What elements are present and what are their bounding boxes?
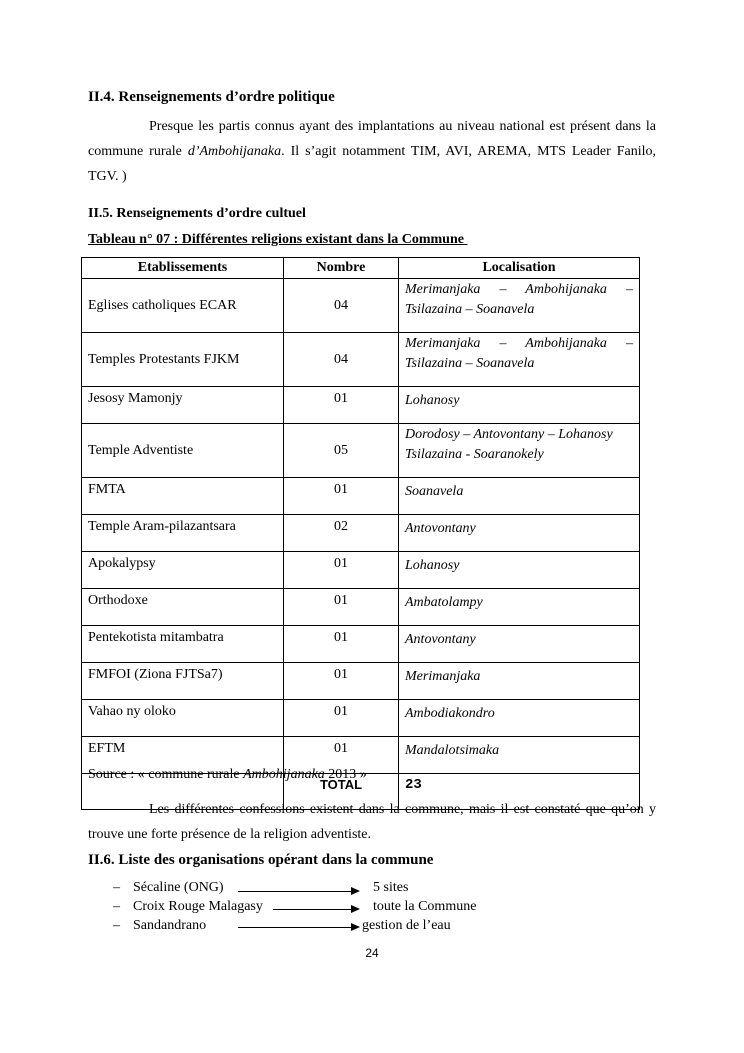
bullet-dash: –	[113, 880, 120, 895]
table-row	[82, 626, 640, 663]
organisation-name: Croix Rouge Malagasy	[133, 899, 263, 914]
arrow-line	[238, 927, 352, 928]
table-row	[82, 663, 640, 700]
establishment-cell: Orthodoxe	[82, 589, 284, 626]
political-paragraph	[88, 114, 656, 189]
count-cell: 01	[284, 737, 399, 774]
establishment-cell: FMTA	[82, 478, 284, 515]
table-row	[82, 333, 640, 387]
location-cell: Merimanjaka	[399, 663, 640, 700]
arrow-line	[273, 909, 352, 910]
section-heading-cultural: II.5. Renseignements d’ordre cultuel	[88, 206, 306, 221]
arrow-right-icon	[351, 923, 360, 931]
table-row	[82, 515, 640, 552]
location-cell: Dorodosy – Antovontany – Lohanosy Tsilazaina - Soaranokely	[399, 424, 640, 478]
column-header: Localisation	[399, 258, 640, 279]
count-cell: 01	[284, 663, 399, 700]
political-paragraph-start: Presque les partis connus ayant des implantations au niveau national est présent dans la commune rurale	[88, 119, 656, 159]
count-cell: 05	[284, 424, 399, 478]
section-heading-political: II.4. Renseignements d’ordre politique	[88, 89, 335, 105]
establishment-cell: Temples Protestants FJKM	[82, 333, 284, 387]
location-cell: Lohanosy	[399, 387, 640, 424]
establishment-cell: Eglises catholiques ECAR	[82, 279, 284, 333]
count-cell: 01	[284, 478, 399, 515]
count-cell: 01	[284, 626, 399, 663]
total-value: 23	[399, 774, 640, 810]
location-cell: Ambatolampy	[399, 589, 640, 626]
count-cell: 04	[284, 279, 399, 333]
arrow-line	[238, 891, 352, 892]
location-cell: Soanavela	[399, 478, 640, 515]
table-row	[82, 279, 640, 333]
table-row	[82, 424, 640, 478]
count-cell: 01	[284, 589, 399, 626]
organisation-name: Sandandrano	[133, 918, 207, 933]
religions-table	[81, 257, 640, 810]
total-label: TOTAL	[284, 774, 399, 810]
table-row	[82, 478, 640, 515]
column-header: Nombre	[284, 258, 399, 279]
confessions-paragraph: Les différentes confessions existent dans la commune, mais il est constaté que qu’on y trouve une forte présence de la religion adventiste.	[88, 802, 656, 842]
page-number: 24	[365, 946, 379, 960]
bullet-dash: –	[113, 899, 120, 914]
commune-name: d’Ambohijanaka	[187, 144, 282, 159]
source-commune: Ambohijanaka	[243, 767, 325, 782]
table-row	[82, 552, 640, 589]
establishment-cell: Temple Adventiste	[82, 424, 284, 478]
table-source	[88, 767, 367, 783]
political-paragraph-end: . Il s’agit notamment TIM, AVI, AREMA, MTS Leader Fanilo, TGV. )	[88, 144, 656, 184]
table-header-row	[82, 258, 640, 279]
organisation-target: gestion de l’eau	[362, 918, 451, 933]
arrow-right-icon	[351, 905, 360, 913]
count-cell: 01	[284, 387, 399, 424]
count-cell: 01	[284, 700, 399, 737]
location-cell: Merimanjaka – Ambohijanaka – Tsilazaina – Soanavela	[399, 333, 640, 387]
bullet-dash: –	[113, 918, 120, 933]
arrow-right-icon	[351, 887, 360, 895]
establishment-cell: Jesosy Mamonjy	[82, 387, 284, 424]
establishment-cell: Vahao ny oloko	[82, 700, 284, 737]
location-cell: Ambodiakondro	[399, 700, 640, 737]
location-cell: Mandalotsimaka	[399, 737, 640, 774]
location-cell: Lohanosy	[399, 552, 640, 589]
establishment-cell: Pentekotista mitambatra	[82, 626, 284, 663]
organisation-name: Sécaline (ONG)	[133, 880, 224, 895]
table-row	[82, 387, 640, 424]
establishment-cell: Temple Aram-pilazantsara	[82, 515, 284, 552]
count-cell: 01	[284, 552, 399, 589]
section-heading-organisations: II.6. Liste des organisations opérant dans la commune	[88, 852, 434, 868]
count-cell: 02	[284, 515, 399, 552]
establishment-cell: EFTM	[82, 737, 284, 774]
organisations-list	[113, 880, 513, 938]
location-cell: Merimanjaka – Ambohijanaka – Tsilazaina – Soanavela	[399, 279, 640, 333]
location-cell: Antovontany	[399, 626, 640, 663]
column-header: Etablissements	[82, 258, 284, 279]
establishment-cell: Apokalypsy	[82, 552, 284, 589]
count-cell: 04	[284, 333, 399, 387]
table-caption: Tableau n° 07 : Différentes religions existant dans la Commune	[88, 232, 468, 247]
organisation-target: 5 sites	[373, 880, 409, 895]
location-cell: Antovontany	[399, 515, 640, 552]
organisation-target: toute la Commune	[373, 899, 477, 914]
establishment-cell: FMFOI (Ziona FJTSa7)	[82, 663, 284, 700]
source-start: Source : « commune rurale	[88, 767, 244, 782]
table-row	[82, 589, 640, 626]
source-end: 2013 »	[324, 767, 367, 782]
table-row	[82, 700, 640, 737]
